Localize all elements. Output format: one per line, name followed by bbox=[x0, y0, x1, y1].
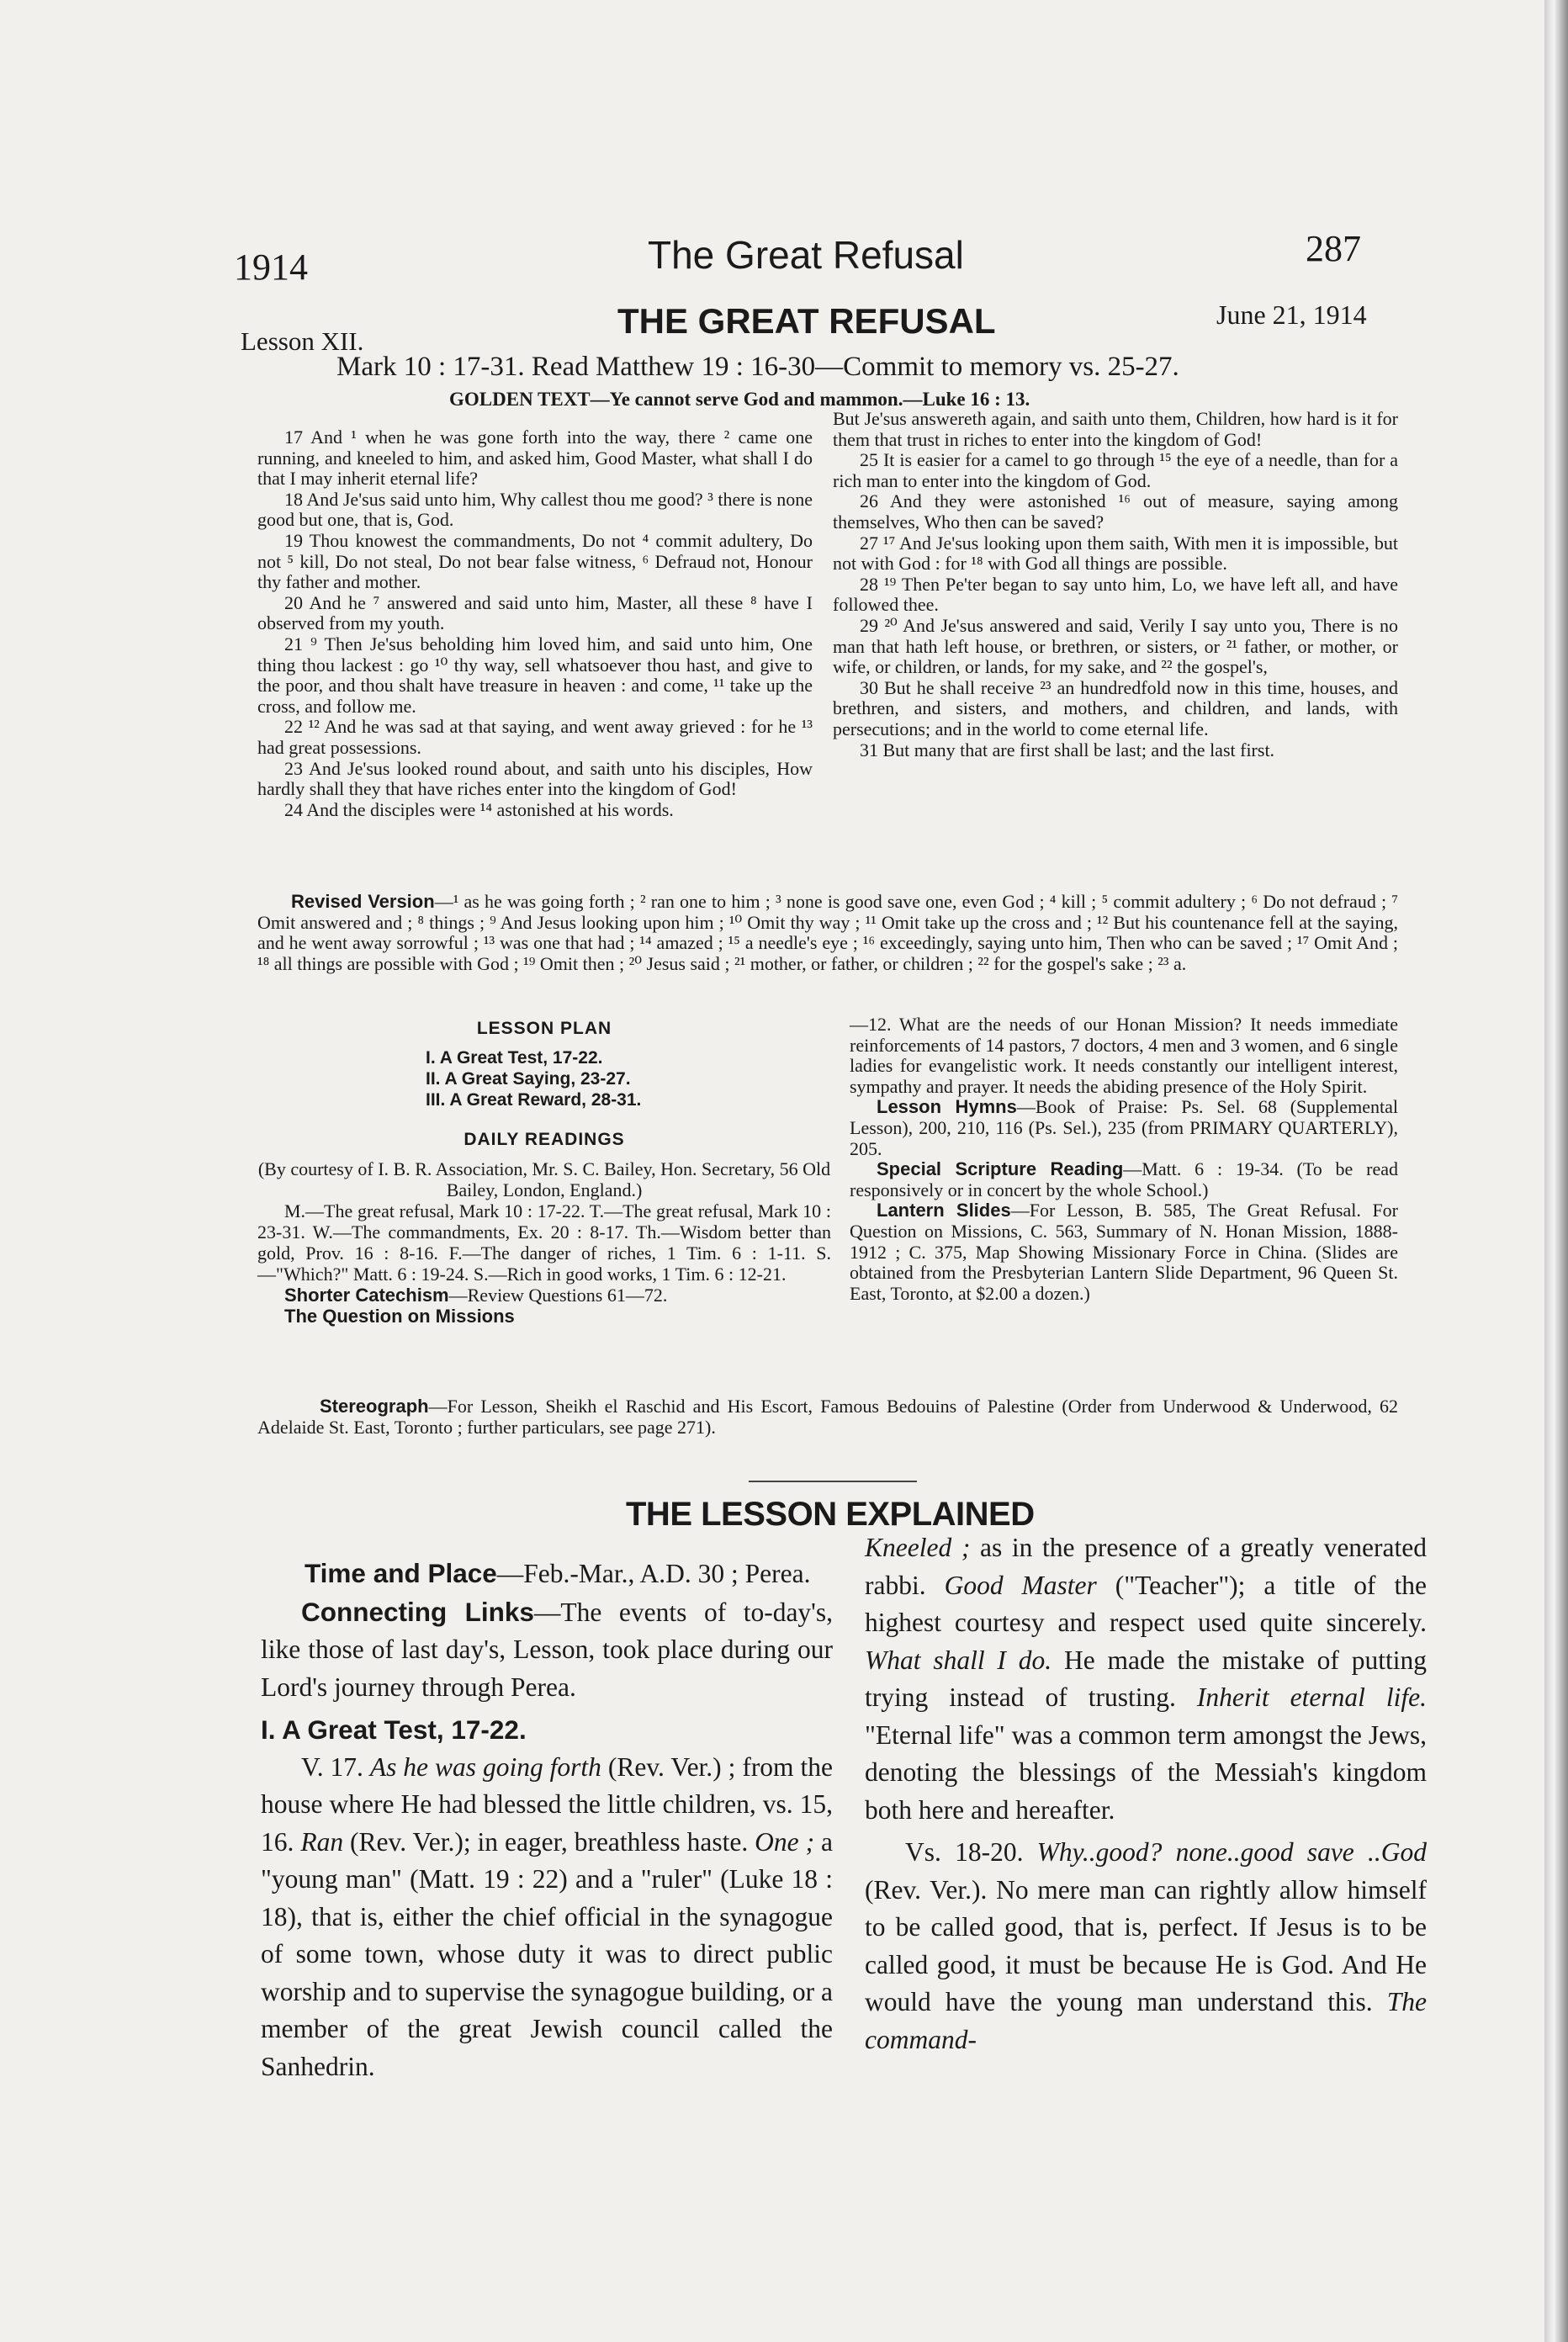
verse-ref: V. 17. bbox=[301, 1751, 370, 1782]
lesson-notes-right bbox=[850, 1015, 1398, 1304]
golden-text: GOLDEN TEXT—Ye cannot serve God and mammon.—Luke 16 : 13. bbox=[449, 389, 1030, 410]
page-number: 287 bbox=[1306, 228, 1361, 269]
verse: But Je'sus answereth again, and saith unto them, Children, how hard is it for them that trust in riches to enter into the kingdom of God! bbox=[833, 408, 1398, 450]
verse: 25 It is easier for a camel to go through ¹⁵ the eye of a needle, than for a rich man to enter into the kingdom of God. bbox=[833, 449, 1398, 491]
quoted-phrase: As he was going forth bbox=[369, 1751, 601, 1782]
special-scripture-label: Special Scripture Reading bbox=[877, 1158, 1124, 1180]
question-missions-label: The Question on Missions bbox=[284, 1306, 515, 1327]
lesson-hymns-label: Lesson Hymns bbox=[877, 1096, 1017, 1118]
verse: 28 ¹⁹ Then Pe'ter began to say unto him, Lo, we have left all, and have followed thee. bbox=[833, 573, 1398, 616]
lesson-title: THE GREAT REFUSAL bbox=[617, 301, 996, 341]
lantern-slides-text: —For Lesson, B. 585, The Great Refusal. For Question on Missions, C. 563, Summary of N. Honan Mission, 1888-1912 ; C. 375, Map Showing Missionary Force in China. (Slides are obtained from the Presbyterian Lantern Slide Department, 96 Queen St. East, Toronto, at $2.00 a dozen.) bbox=[850, 1200, 1398, 1304]
quoted-phrase: One ; bbox=[755, 1826, 815, 1857]
daily-readings bbox=[257, 1158, 831, 1327]
quoted-phrase: Inherit eternal life. bbox=[1196, 1682, 1427, 1712]
connecting-links-label: Connecting Links bbox=[301, 1596, 534, 1627]
scripture-reference: Mark 10 : 17-31. Read Matthew 19 : 16-30—Commit to memory vs. 25-27. bbox=[336, 352, 1179, 382]
time-place-label: Time and Place bbox=[305, 1558, 497, 1588]
lesson-plan-item: II. A Great Saying, 23-27. bbox=[426, 1069, 631, 1089]
commentary-text: "Eternal life" was a common term amongst the Jews, denoting the blessings of the Messiah's kingdom both here and hereafter. bbox=[865, 1719, 1427, 1825]
scripture-text-left bbox=[257, 427, 813, 820]
stereograph-label: Stereograph bbox=[320, 1396, 429, 1417]
running-header-year: 1914 bbox=[234, 246, 308, 288]
lesson-number: Lesson XII. bbox=[241, 326, 364, 356]
verse-ref: Vs. 18-20. bbox=[905, 1837, 1037, 1867]
quoted-phrase: Kneeled ; bbox=[865, 1533, 971, 1562]
commentary-text: He made the mistake of putting trying instead of trusting. bbox=[865, 1645, 1427, 1712]
revised-version-label: Revised Version bbox=[291, 891, 435, 912]
special-scripture-text: —Matt. 6 : 19-34. (To be read responsively or in concert by the whole School.) bbox=[850, 1158, 1398, 1200]
lesson-plan-list bbox=[426, 1047, 831, 1110]
explanation-column-right bbox=[865, 1529, 1427, 2059]
verse: 23 And Je'sus looked round about, and saith unto his disciples, How hardly shall they that have riches enter into the kingdom of God! bbox=[257, 757, 813, 800]
daily-readings-text: M.—The great refusal, Mark 10 : 17-22. T.—The great refusal, Mark 10 : 23-31. W.—The commandments, Ex. 20 : 8-17. Th.—Wisdom better than gold, Prov. 16 : 8-16. F.—The danger of riches, 1 Tim. 6 : 1-11. S.—"Which?" Matt. 6 : 19-24. S.—Rich in good works, 1 Tim. 6 : 12-21. bbox=[257, 1200, 831, 1285]
book-page-edge bbox=[1544, 0, 1568, 2342]
commentary-text: (Rev. Ver.) ; from the house where He had blessed the little children, vs. 15, 16. bbox=[261, 1751, 833, 1857]
time-place-text: —Feb.-Mar., A.D. 30 ; Perea. bbox=[496, 1559, 811, 1588]
lesson-plan-block bbox=[257, 1018, 831, 1327]
running-header-title: The Great Refusal bbox=[648, 233, 964, 277]
quoted-phrase: The command- bbox=[865, 1987, 1427, 2054]
commentary-text: (Rev. Ver.); in eager, breathless haste. bbox=[343, 1826, 755, 1857]
quoted-phrase: Why..good? none..good save ..God bbox=[1036, 1837, 1427, 1867]
verse: 20 And he ⁷ answered and said unto him, Master, all these ⁸ have I observed from my youth. bbox=[257, 591, 813, 634]
lesson-plan-heading: LESSON PLAN bbox=[476, 1019, 612, 1038]
verse: 31 But many that are first shall be last; and the last first. bbox=[860, 739, 1275, 760]
verse: 26 And they were astonished ¹⁶ out of measure, saying among themselves, Who then can be saved? bbox=[833, 490, 1398, 533]
daily-readings-heading: DAILY READINGS bbox=[464, 1130, 625, 1149]
shorter-catechism-text: —Review Questions 61—72. bbox=[448, 1285, 668, 1306]
commentary-text: (Rev. Ver.). No mere man can rightly allow himself to be called good, that is, perfect. If Jesus is to be called good, it must be because He is God. And He would have the young man understand this. bbox=[865, 1874, 1427, 2016]
commentary-text: a "young man" (Matt. 19 : 22) and a "ruler" (Luke 18 : 18), that is, either the chief official in the synagogue of some town, whose duty it was to direct public worship and to supervise the synagogue building, or a member of the great Jewish council called the Sanhedrin. bbox=[261, 1826, 834, 2081]
revised-version-text: —¹ as he was going forth ; ² ran one to him ; ³ none is good save one, even God ; ⁴ kill ; ⁵ commit adultery ; ⁶ Do not defraud ; ⁷ Omit answered and ; ⁸ things ; ⁹ And Jesus looking upon him ; ¹⁰ Omit thy way ; ¹¹ Omit take up the cross and ; ¹² But his countenance fell at the saying, and he went away sorrowful ; ¹³ was one that had ; ¹⁴ amazed ; ¹⁵ a needle's eye ; ¹⁶ exceedingly, saying unto him, Then who can be saved ; ¹⁷ Omit And ; ¹⁸ all things are possible with God ; ¹⁹ Omit then ; ²⁰ Jesus said ; ²¹ mother, or father, or children ; ²² for the gospel's sake ; ²³ a. bbox=[257, 891, 1398, 974]
lesson-plan-item: I. A Great Test, 17-22. bbox=[426, 1048, 603, 1068]
quoted-phrase: What shall I do. bbox=[865, 1645, 1052, 1675]
explanation-column-left bbox=[261, 1555, 833, 2085]
quoted-phrase: Ran bbox=[300, 1826, 344, 1857]
verse: 18 And Je'sus said unto him, Why callest thou me good? ³ there is none good but one, that is, God. bbox=[257, 488, 813, 531]
verse: 29 ²⁰ And Je'sus answered and said, Verily I say unto you, There is no man that hath left house, or brethren, or sisters, or ²¹ father, or mother, or wife, or children, or lands, for my sake, and ²² the gospel's, bbox=[833, 614, 1398, 678]
verse: 21 ⁹ Then Je'sus beholding him loved him, and said unto him, One thing thou lackest : go ¹⁰ thy way, sell whatsoever thou hast, and give to the poor, and thou shalt have treasure in heaven : and come, ¹¹ take up the cross, and follow me. bbox=[257, 633, 813, 717]
lesson-hymns-text: —Book of Praise: Ps. Sel. 68 (Supplemental Lesson), 200, 210, 116 (Ps. Sel.), 235 (from PRIMARY QUARTERLY), 205. bbox=[850, 1096, 1398, 1159]
lesson-explained-title: THE LESSON EXPLAINED bbox=[626, 1496, 1035, 1533]
scripture-text-right bbox=[833, 409, 1398, 760]
verse: 22 ¹² And he was sad at that saying, and went away grieved : for he ¹³ had great possessions. bbox=[257, 716, 813, 758]
commentary-text: ("Teacher"); a title of the highest courtesy and respect used quite sincerely. bbox=[865, 1570, 1427, 1637]
section-heading: I. A Great Test, 17-22. bbox=[261, 1714, 527, 1745]
lesson-plan-item: III. A Great Reward, 28-31. bbox=[426, 1090, 642, 1110]
verse: 17 And ¹ when he was gone forth into the way, there ² came one running, and kneeled to him, and asked him, Good Master, what shall I do that I may inherit eternal life? bbox=[257, 427, 813, 490]
quoted-phrase: Good Master bbox=[944, 1570, 1097, 1600]
question-missions-text: —12. What are the needs of our Honan Mission? It needs immediate reinforcements of 14 pastors, 7 doctors, 4 men and 3 women, and 6 single ladies for evangelistic work. It needs constantly our intelligent interest, sympathy and prayer. It needs the abiding presence of the Holy Spirit. bbox=[850, 1014, 1398, 1097]
verse: 24 And the disciples were ¹⁴ astonished at his words. bbox=[284, 798, 674, 820]
stereograph-note bbox=[257, 1396, 1398, 1438]
shorter-catechism-label: Shorter Catechism bbox=[284, 1285, 449, 1306]
lesson-date: June 21, 1914 bbox=[1216, 299, 1367, 330]
verse: 27 ¹⁷ And Je'sus looking upon them saith, With men it is impossible, but not with God : for ¹⁸ with God all things are possible. bbox=[833, 532, 1398, 575]
lantern-slides-label: Lantern Slides bbox=[877, 1200, 1011, 1221]
stereograph-text: —For Lesson, Sheikh el Raschid and His Escort, Famous Bedouins of Palestine (Order from Underwood & Underwood, 62 Adelaide St. East, Toronto ; further particulars, see page 271). bbox=[257, 1396, 1398, 1438]
section-divider bbox=[749, 1481, 917, 1482]
verse: 19 Thou knowest the commandments, Do not ⁴ commit adultery, Do not ⁵ kill, Do not steal, Do not bear false witness, ⁶ Defraud not, Honour thy father and mother. bbox=[257, 529, 813, 593]
daily-readings-courtesy: (By courtesy of I. B. R. Association, Mr. S. C. Bailey, Hon. Secretary, 56 Old Bailey, London, England.) bbox=[257, 1158, 831, 1200]
commentary-text: as in the presence of a greatly venerated rabbi. bbox=[865, 1533, 1427, 1600]
verse: 30 But he shall receive ²³ an hundredfold now in this time, houses, and brethren, and sisters, and mothers, and children, and lands, with persecutions; and in the world to come eternal life. bbox=[833, 676, 1398, 739]
revised-version-notes bbox=[257, 892, 1398, 974]
connecting-links-text: —The events of to-day's, like those of last day's, Lesson, took place during our Lord's journey through Perea. bbox=[261, 1597, 833, 1702]
